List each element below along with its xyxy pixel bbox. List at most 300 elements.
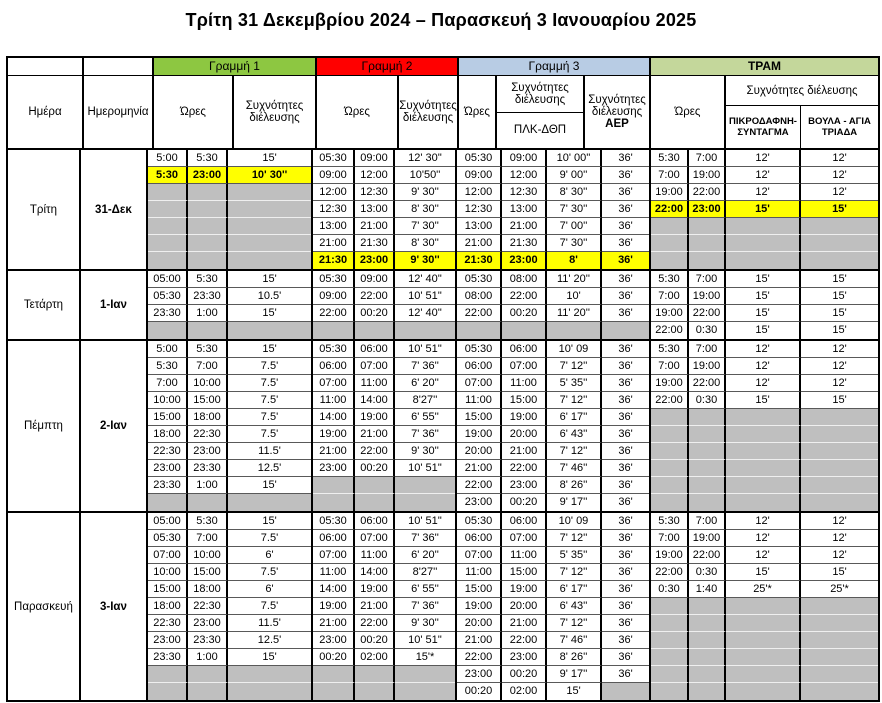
- line1-time-end-cell: 23:00: [188, 615, 228, 632]
- empty-cell: [689, 649, 726, 666]
- line2-freq-cell: 6' 55'': [395, 409, 455, 426]
- empty-cell: [801, 649, 878, 666]
- line2-freq-cell: 12' 40'': [395, 271, 455, 288]
- line3-time-start-cell: 23:00: [457, 494, 502, 511]
- tram-freq-pikrodafni-cell: 15': [726, 271, 801, 288]
- tram-time-start-cell: 22:00: [651, 322, 689, 339]
- line3-time-start-cell: 07:00: [457, 547, 502, 564]
- empty-cell: [395, 477, 455, 494]
- tram-time-start-cell: 7:00: [651, 167, 689, 184]
- line3-freq-aer-cell: 36': [602, 305, 649, 322]
- line2-time-end-cell: 07:00: [355, 358, 395, 375]
- line2-block: [313, 513, 457, 700]
- line1-time-start-cell: 5:00: [148, 150, 188, 167]
- line3-freq-aer-cell: 36': [602, 547, 649, 564]
- line3-freq-aer-cell: 36': [602, 530, 649, 547]
- empty-cell: [726, 460, 801, 477]
- tram-freq-pikrodafni-cell: 12': [726, 547, 801, 564]
- line3-freq-aer-cell: 36': [602, 426, 649, 443]
- group-header-line1: Γραμμή 1: [154, 58, 317, 76]
- empty-cell: [188, 683, 228, 700]
- line3-time-start-cell: 21:00: [457, 460, 502, 477]
- tram-time-end-cell: 0:30: [689, 564, 726, 581]
- line3-freq-plk-cell: 7' 12'': [547, 530, 602, 547]
- line3-time-end-cell: 23:00: [502, 477, 547, 494]
- empty-cell: [689, 477, 726, 494]
- page-title: Τρίτη 31 Δεκεμβρίου 2024 – Παρασκευή 3 Ιανουαρίου 2025: [185, 10, 697, 30]
- line3-time-start-cell: 09:00: [457, 167, 502, 184]
- empty-cell: [188, 184, 228, 201]
- empty-cell: [689, 409, 726, 426]
- empty-cell: [313, 322, 355, 339]
- empty-cell: [726, 666, 801, 683]
- empty-cell: [801, 598, 878, 615]
- line1-time-start-cell: 23:30: [148, 649, 188, 666]
- line1-time-end-cell: 1:00: [188, 305, 228, 322]
- line3-time-end-cell: 06:00: [502, 513, 547, 530]
- line3-time-end-cell: 09:00: [502, 150, 547, 167]
- empty-cell: [228, 235, 311, 252]
- line3-freq-aer-cell: 36': [602, 649, 649, 666]
- line3-freq-plk-cell: 8' 30'': [547, 184, 602, 201]
- group-header-line2: Γραμμή 2: [317, 58, 459, 76]
- line3-block: [457, 271, 651, 339]
- tram-freq-pikrodafni-cell: 15': [726, 201, 801, 218]
- line1-freq-cell: 15': [228, 649, 311, 666]
- line3-time-end-cell: 23:00: [502, 252, 547, 269]
- timetable-body: [8, 150, 878, 700]
- line1-block: [148, 513, 313, 700]
- tram-freq-voula-cell: 15': [832, 324, 847, 336]
- date-cell: 1-Ιαν: [81, 271, 148, 339]
- empty-cell: [689, 632, 726, 649]
- line3-time-end-cell: 20:00: [502, 598, 547, 615]
- tram-time-end-cell: 0:30: [689, 392, 726, 409]
- line2-time-end-cell: 21:00: [355, 218, 395, 235]
- line2-freq-cell: 8' 30'': [395, 201, 455, 218]
- line2-time-start-cell: 12:00: [313, 184, 355, 201]
- line2-time-end-cell: 11:00: [355, 547, 395, 564]
- line1-time-start-cell: 07:00: [148, 547, 188, 564]
- empty-cell: [148, 201, 188, 218]
- timetable: [6, 56, 880, 702]
- line1-freq-cell: 15': [228, 305, 311, 322]
- line3-time-start-cell: 21:00: [457, 235, 502, 252]
- line3-freq-aer-header: [585, 76, 651, 150]
- line3-freq-aer-cell: 36': [602, 443, 649, 460]
- empty-cell: [726, 494, 801, 511]
- line3-freq-label: Συχνότητες διέλευσης: [497, 76, 583, 113]
- empty-cell: [502, 322, 547, 339]
- empty-cell: [313, 666, 355, 683]
- day-cell: Πέμπτη: [8, 341, 81, 511]
- line3-freq-plk-cell: 5' 35'': [547, 375, 602, 392]
- line3-freq-aer-cell: 36': [602, 201, 649, 218]
- line2-time-start-cell: 14:00: [313, 409, 355, 426]
- tram-freq-voula-cell: 12': [801, 358, 878, 375]
- line3-time-start-cell: 20:00: [457, 443, 502, 460]
- line2-block: [313, 150, 457, 269]
- empty-cell: [726, 252, 801, 269]
- line1-freq-cell: 12.5': [228, 460, 311, 477]
- empty-cell: [801, 477, 878, 494]
- empty-cell: [726, 426, 801, 443]
- tram-time-start-cell: 7:00: [651, 358, 689, 375]
- tram-freq-voula-cell: 12': [801, 513, 878, 530]
- line3-time-end-cell: 00:20: [502, 666, 547, 683]
- empty-cell: [726, 443, 801, 460]
- tram-freq-pikrodafni-cell: 15': [726, 564, 801, 581]
- empty-cell: [689, 235, 726, 252]
- line1-freq-cell: 7.5': [228, 358, 311, 375]
- empty-cell: [395, 683, 455, 700]
- line3-freq-aer-cell: 36': [602, 513, 649, 530]
- line1-freq-cell: 10.5': [228, 288, 311, 305]
- line1-time-end-cell: 5:30: [188, 341, 228, 358]
- line3-freq-aer-cell: 36': [602, 392, 649, 409]
- empty-cell: [689, 218, 726, 235]
- tram-freq-voula-cell: 12': [801, 530, 878, 547]
- line1-time-start-cell: 5:30: [148, 358, 188, 375]
- line1-time-start-cell: 7:00: [148, 375, 188, 392]
- line3-time-end-cell: 23:00: [502, 649, 547, 666]
- empty-cell: [602, 683, 649, 700]
- line1-block: [148, 341, 313, 511]
- line3-freq-aer-cell: 36': [602, 564, 649, 581]
- line3-freq-plk-cell: 10': [547, 288, 602, 305]
- line1-time-end-cell: 10:00: [188, 547, 228, 564]
- line1-time-start-cell: 05:00: [148, 271, 188, 288]
- empty-cell: [726, 632, 801, 649]
- line2-time-end-cell: 06:00: [355, 341, 395, 358]
- empty-cell: [651, 235, 689, 252]
- line1-time-start-cell: 05:00: [148, 513, 188, 530]
- line3-freq-aer-cell: 36': [602, 218, 649, 235]
- line3-freq-aer-cell: 36': [602, 632, 649, 649]
- line3-time-start-cell: 08:00: [457, 288, 502, 305]
- line3-block: [457, 150, 651, 269]
- line3-time-start-cell: 22:00: [457, 649, 502, 666]
- line1-freq-cell: 15': [228, 341, 311, 358]
- empty-cell: [801, 632, 878, 649]
- line3-time-start-cell: 12:00: [457, 184, 502, 201]
- line3-freq-plk-cell: 10' 00'': [547, 150, 602, 167]
- line1-freq-cell: 7.5': [228, 409, 311, 426]
- line3-freq-aer-cell: 36': [602, 409, 649, 426]
- empty-cell: [313, 683, 355, 700]
- empty-cell: [355, 477, 395, 494]
- line2-freq-cell: 6' 20'': [395, 547, 455, 564]
- tram-time-start-cell: 5:30: [651, 341, 689, 358]
- line3-freq-plk-cell: 9' 17'': [547, 666, 602, 683]
- line2-time-start-cell: 05:30: [313, 341, 355, 358]
- line3-time-start-cell: 11:00: [457, 392, 502, 409]
- tram-sub-pikrodafni-label: ΠΙΚΡΟΔΑΦΝΗ-ΣΥΝΤΑΓΜΑ: [726, 106, 801, 148]
- line3-hours-header: Ώρες: [459, 76, 497, 150]
- empty-cell: [651, 252, 689, 269]
- line2-freq-cell: 7' 36'': [395, 530, 455, 547]
- line3-time-start-cell: 05:30: [457, 341, 502, 358]
- line3-freq-plk-cell: 8' 26'': [547, 649, 602, 666]
- line3-freq-plk-cell: 9' 00'': [547, 167, 602, 184]
- line2-time-start-cell: 19:00: [313, 426, 355, 443]
- empty-cell: [188, 201, 228, 218]
- line2-block: [313, 271, 457, 339]
- line2-time-start-cell: 22:00: [313, 305, 355, 322]
- line2-freq-cell: 9' 30'': [395, 184, 455, 201]
- line3-freq-aer-cell: 36': [602, 477, 649, 494]
- line2-time-end-cell: 13:00: [355, 201, 395, 218]
- tram-time-end-cell: 7:00: [689, 271, 726, 288]
- line1-time-end-cell: 23:30: [188, 288, 228, 305]
- group-header-tram: ΤΡΑΜ: [651, 58, 878, 76]
- tram-freq-voula-cell: 15': [801, 271, 878, 288]
- empty-cell: [801, 494, 878, 511]
- line3-time-start-cell: 06:00: [457, 358, 502, 375]
- tram-block: [651, 513, 878, 700]
- tram-freq-voula-cell: 12': [801, 341, 878, 358]
- tram-block: [651, 341, 878, 511]
- tram-freq-pikrodafni-cell: 12': [726, 530, 801, 547]
- line3-freq-plk-cell: 7' 12'': [547, 358, 602, 375]
- empty-cell: [651, 494, 689, 511]
- line2-time-end-cell: 00:20: [355, 305, 395, 322]
- line3-time-start-cell: 19:00: [457, 598, 502, 615]
- line3-freq-plk-cell: 15': [547, 683, 602, 700]
- line1-freq-cell: 7.5': [228, 598, 311, 615]
- line3-time-start-cell: 07:00: [457, 375, 502, 392]
- line1-freq-cell: 7.5': [228, 564, 311, 581]
- line3-time-start-cell: 15:00: [457, 581, 502, 598]
- tram-time-end-cell: 7:00: [689, 150, 726, 167]
- tram-freq-voula-cell: 15': [801, 392, 878, 409]
- empty-cell: [547, 322, 602, 339]
- line2-time-start-cell: 21:00: [313, 615, 355, 632]
- line2-time-start-cell: 19:00: [313, 598, 355, 615]
- line2-time-start-cell: 06:00: [313, 530, 355, 547]
- line3-block: [457, 341, 651, 511]
- line2-time-end-cell: 21:30: [355, 235, 395, 252]
- tram-time-end-cell: 19:00: [689, 358, 726, 375]
- line1-time-end-cell: 5:30: [188, 271, 228, 288]
- line3-freq-plk-cell: 6' 17'': [547, 409, 602, 426]
- line3-freq-plk-cell: 8': [547, 252, 602, 269]
- line1-time-start-cell: 10:00: [148, 564, 188, 581]
- tram-time-start-cell: 19:00: [651, 547, 689, 564]
- empty-cell: [726, 409, 801, 426]
- line1-time-start-cell: 15:00: [148, 581, 188, 598]
- tram-freq-pikrodafni-cell: 12': [726, 375, 801, 392]
- line1-time-end-cell: 7:00: [188, 358, 228, 375]
- line1-freq-cell: 11.5': [228, 443, 311, 460]
- line2-freq-cell: 12' 30'': [395, 150, 455, 167]
- line3-freq-plk-cell: 10' 09: [547, 341, 602, 358]
- line3-time-start-cell: 00:20: [457, 683, 502, 700]
- tram-time-end-cell: 22:00: [689, 184, 726, 201]
- line2-freq-cell: 7' 36'': [395, 598, 455, 615]
- empty-cell: [188, 218, 228, 235]
- line1-freq-cell: 15': [228, 513, 311, 530]
- tram-time-end-cell: 23:00: [689, 201, 726, 218]
- line1-freq-cell: 12.5': [228, 632, 311, 649]
- line3-freq-aer-cell: 36': [602, 358, 649, 375]
- empty-cell: [801, 615, 878, 632]
- line1-freq-cell: 7.5': [228, 392, 311, 409]
- line2-time-end-cell: 19:00: [355, 581, 395, 598]
- tram-time-start-cell: 22:00: [651, 201, 689, 218]
- line1-time-start-cell: 23:00: [148, 632, 188, 649]
- tram-block: [651, 150, 878, 269]
- line2-time-end-cell: 21:00: [355, 426, 395, 443]
- tram-time-end-cell: 1:40: [689, 581, 726, 598]
- empty-cell: [726, 218, 801, 235]
- line3-freq-plk-cell: 7' 12'': [547, 443, 602, 460]
- line3-time-start-cell: 06:00: [457, 530, 502, 547]
- line2-block: [313, 341, 457, 511]
- line3-freq-plk-cell: 11' 20'': [547, 305, 602, 322]
- line3-time-start-cell: 23:00: [457, 666, 502, 683]
- line1-freq-cell: 7.5': [228, 375, 311, 392]
- tram-time-end-cell: 0:30: [689, 322, 726, 339]
- line2-time-start-cell: 21:30: [313, 252, 355, 269]
- line3-freq-aer-cell: 36': [602, 341, 649, 358]
- empty-cell: [188, 235, 228, 252]
- line1-time-start-cell: 23:30: [148, 477, 188, 494]
- empty-cell: [726, 598, 801, 615]
- empty-cell: [313, 477, 355, 494]
- empty-cell: [395, 666, 455, 683]
- tram-freq-pikrodafni-cell: 15': [726, 392, 801, 409]
- empty-cell: [188, 494, 228, 511]
- empty-cell: [188, 322, 228, 339]
- line3-freq-plk-cell: 7' 00'': [547, 218, 602, 235]
- line2-time-end-cell: 12:00: [355, 167, 395, 184]
- line1-time-start-cell: 23:00: [148, 460, 188, 477]
- day-section: [8, 271, 878, 341]
- line1-time-start-cell: 05:30: [148, 288, 188, 305]
- line1-time-end-cell: 7:00: [188, 530, 228, 547]
- line3-time-start-cell: 21:30: [457, 252, 502, 269]
- empty-cell: [726, 477, 801, 494]
- line3-time-end-cell: 06:00: [502, 341, 547, 358]
- line2-freq-cell: 10' 51'': [395, 341, 455, 358]
- empty-cell: [313, 494, 355, 511]
- tram-freq-pikrodafni-cell: 12': [726, 167, 801, 184]
- line3-time-end-cell: 13:00: [502, 201, 547, 218]
- tram-time-start-cell: 19:00: [651, 305, 689, 322]
- line3-time-end-cell: 11:00: [502, 375, 547, 392]
- line3-time-start-cell: 20:00: [457, 615, 502, 632]
- line2-time-end-cell: 00:20: [355, 632, 395, 649]
- line2-freq-cell: 8' 30'': [395, 235, 455, 252]
- line2-freq-cell: 6' 55'': [395, 581, 455, 598]
- line3-time-end-cell: 00:20: [502, 305, 547, 322]
- line2-time-end-cell: 09:00: [355, 271, 395, 288]
- line2-freq-cell: 9' 30'': [395, 252, 455, 269]
- tram-sub-voula-label: ΒΟΥΛΑ - ΑΓΙΑ ΤΡΙΑΔΑ: [808, 116, 871, 138]
- tram-time-end-cell: 19:00: [689, 288, 726, 305]
- empty-cell: [651, 443, 689, 460]
- line2-time-start-cell: 07:00: [313, 375, 355, 392]
- empty-cell: [651, 632, 689, 649]
- empty-cell: [801, 218, 878, 235]
- line2-freq-cell: 9' 30'': [395, 615, 455, 632]
- line2-time-start-cell: 11:00: [313, 564, 355, 581]
- line1-time-start-cell: 22:30: [148, 615, 188, 632]
- line3-time-start-cell: 05:30: [457, 513, 502, 530]
- empty-cell: [602, 322, 649, 339]
- line3-freq-plk-cell: 7' 46'': [547, 632, 602, 649]
- tram-freq-pikrodafni-cell: 12': [726, 341, 801, 358]
- empty-cell: [651, 683, 689, 700]
- line1-time-start-cell: 18:00: [148, 598, 188, 615]
- line3-time-end-cell: 07:00: [502, 530, 547, 547]
- line2-time-start-cell: 23:00: [313, 632, 355, 649]
- line1-time-end-cell: 23:00: [188, 443, 228, 460]
- line2-time-end-cell: 12:30: [355, 184, 395, 201]
- line3-plk-dthp-label: ΠΛΚ-ΔΘΠ: [513, 124, 567, 137]
- line1-time-start-cell: 5:30: [148, 167, 188, 184]
- tram-time-start-cell: 5:30: [651, 513, 689, 530]
- line2-time-end-cell: 22:00: [355, 615, 395, 632]
- line2-time-end-cell: 07:00: [355, 530, 395, 547]
- line3-freq-plk-cell: 6' 17'': [547, 581, 602, 598]
- line3-time-end-cell: 08:00: [502, 271, 547, 288]
- tram-freq-voula-cell: 15': [801, 305, 878, 322]
- line1-freq-cell: 6': [228, 581, 311, 598]
- line3-aer-label: ΑΕΡ: [605, 118, 629, 130]
- line1-time-start-cell: 18:00: [148, 426, 188, 443]
- line2-time-start-cell: 11:00: [313, 392, 355, 409]
- line3-freq-aer-cell: 36': [602, 167, 649, 184]
- tram-time-end-cell: 19:00: [689, 530, 726, 547]
- empty-cell: [689, 252, 726, 269]
- empty-cell: [457, 322, 502, 339]
- line3-time-end-cell: 21:00: [502, 615, 547, 632]
- line2-freq-cell: 15'*: [395, 649, 455, 666]
- line3-time-end-cell: 00:20: [502, 494, 547, 511]
- tram-freq-voula-cell: 12': [801, 375, 878, 392]
- line2-time-end-cell: 14:00: [355, 392, 395, 409]
- tram-time-end-cell: 22:00: [689, 305, 726, 322]
- line2-time-start-cell: 13:00: [313, 218, 355, 235]
- empty-cell: [148, 322, 188, 339]
- line3-freq-aer-cell: 36': [602, 252, 649, 269]
- line1-block: [148, 150, 313, 269]
- tram-freq-voula-cell: 25'*: [801, 581, 878, 598]
- tram-time-start-cell: 5:30: [651, 150, 689, 167]
- line2-freq-cell: 12' 40'': [395, 305, 455, 322]
- tram-time-start-cell: 7:00: [651, 288, 689, 305]
- empty-cell: [228, 494, 311, 511]
- line3-freq-plk-cell: 7' 46'': [547, 460, 602, 477]
- line2-time-end-cell: 11:00: [355, 375, 395, 392]
- tram-time-start-cell: 7:00: [651, 530, 689, 547]
- line3-freq-plk-cell: 7' 12'': [547, 615, 602, 632]
- day-cell: Τρίτη: [8, 150, 81, 269]
- line3-freq-aer-cell: 36': [618, 496, 633, 508]
- empty-cell: [651, 409, 689, 426]
- line1-freq-cell: 7.5': [228, 426, 311, 443]
- line3-aer-freq-label: Συχνότητες διέλευσης: [588, 94, 646, 118]
- empty-cell: [651, 598, 689, 615]
- line3-time-end-cell: 15:00: [502, 392, 547, 409]
- tram-freq-voula-cell: 12': [801, 167, 878, 184]
- line2-time-start-cell: 23:00: [313, 460, 355, 477]
- line1-freq-cell: 15': [228, 271, 311, 288]
- line1-time-end-cell: 22:30: [188, 598, 228, 615]
- line2-time-end-cell: 02:00: [355, 649, 395, 666]
